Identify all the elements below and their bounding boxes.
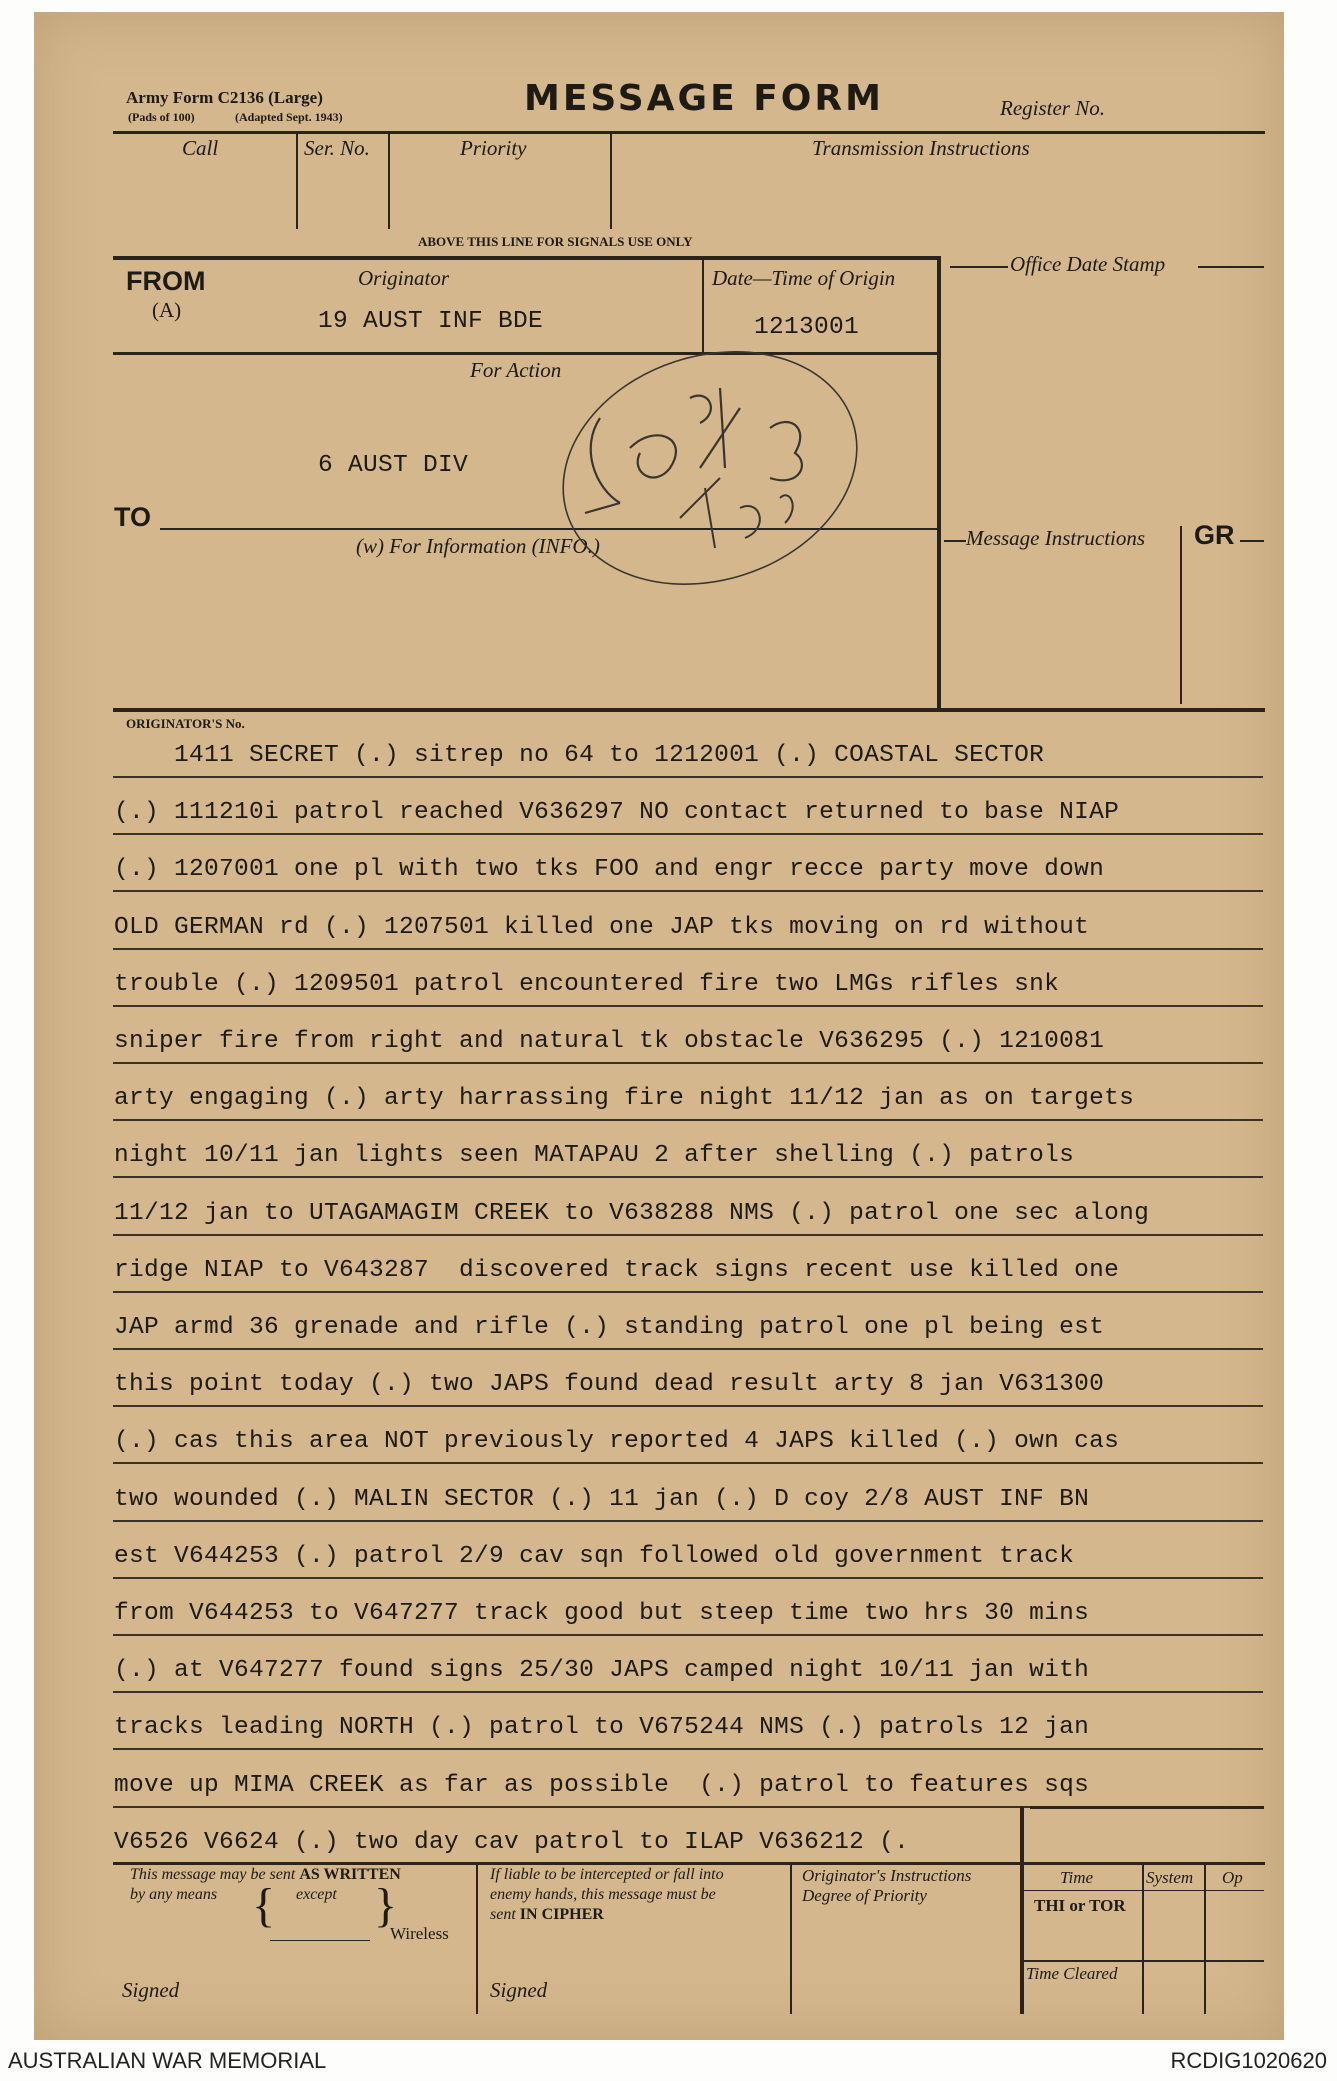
right-brace: } xyxy=(374,1879,398,1932)
signed-left: Signed xyxy=(122,1978,180,2002)
message-line: (.) 1207001 one pl with two tks FOO and engr recce party move down xyxy=(114,856,1105,884)
cipher-line-c: sent IN CIPHER xyxy=(490,1906,604,1923)
for-action-label: For Action xyxy=(470,358,562,382)
sent-written-line: This message may be sent AS WRITTEN xyxy=(130,1866,401,1883)
wireless-label: Wireless xyxy=(390,1924,449,1943)
from-sub-label: (A) xyxy=(152,298,182,322)
dto-label: Date—Time of Origin xyxy=(712,266,896,290)
left-brace: { xyxy=(252,1879,276,1932)
message-line: two wounded (.) MALIN SECTOR (.) 11 jan (.) D coy 2/8 AUST INF BN xyxy=(114,1485,1090,1513)
message-line-rule xyxy=(113,890,1263,892)
bottom-box-left xyxy=(1020,1806,1024,2014)
message-line: (.) at V647277 found signs 25/30 JAPS camped night 10/11 jan with xyxy=(114,1657,1090,1685)
message-line: (.) cas this area NOT previously reported 4 JAPS killed (.) own cas xyxy=(114,1428,1120,1456)
register-no-label: Register No. xyxy=(1000,96,1105,120)
dto-value: 1213001 xyxy=(754,314,860,341)
system-label: System xyxy=(1146,1868,1194,1887)
message-line-rule xyxy=(113,1348,1263,1350)
thi-tor-label: THI or TOR xyxy=(1034,1896,1126,1915)
from-label: FROM xyxy=(126,266,206,296)
message-line-rule xyxy=(113,1577,1263,1579)
ser-divider xyxy=(388,134,390,229)
signals-note: ABOVE THIS LINE FOR SIGNALS USE ONLY xyxy=(418,234,693,249)
message-line-rule xyxy=(113,1520,1263,1522)
message-line-rule xyxy=(113,1005,1263,1007)
message-line: move up MIMA CREEK as far as possible (.) patrol to features sqs xyxy=(114,1771,1090,1799)
message-line-rule xyxy=(113,1691,1263,1693)
footer-right: RCDIG1020620 xyxy=(1170,2048,1327,2073)
bottom-box-top xyxy=(1030,1806,1264,1809)
system-divider xyxy=(1204,1864,1206,2014)
message-line-rule xyxy=(113,1291,1263,1293)
except-blank xyxy=(270,1940,370,1941)
form-adapted: (Adapted Sept. 1943) xyxy=(235,110,343,124)
office-stamp-label: Office Date Stamp xyxy=(1010,252,1166,276)
call-label: Call xyxy=(182,136,219,160)
message-line: sniper fire from right and natural tk obstacle V636295 (.) 1210081 xyxy=(114,1028,1105,1055)
footer-left: AUSTRALIAN WAR MEMORIAL xyxy=(8,2048,327,2073)
message-line-rule xyxy=(113,1062,1263,1064)
message-line: V6526 V6624 (.) two day cav patrol to ILAP V636212 (. xyxy=(114,1828,910,1856)
log-stamp-annotation xyxy=(540,338,900,598)
message-instructions-label: Message Instructions xyxy=(966,526,1146,550)
stamp-rule-left xyxy=(950,266,1008,268)
degree-priority-label: Degree of Priority xyxy=(802,1886,927,1905)
from-top-rule xyxy=(113,256,940,260)
message-line: 1411 SECRET (.) sitrep no 64 to 1212001 (.) COASTAL SECTOR xyxy=(114,742,1045,769)
message-line: est V644253 (.) patrol 2/9 cav sqn followed old government track xyxy=(114,1542,1075,1570)
originators-no-label: ORIGINATOR'S No. xyxy=(126,716,245,731)
message-line: tracks leading NORTH (.) patrol to V675244 NMS (.) patrols 12 jan xyxy=(114,1714,1090,1742)
time-cleared-label: Time Cleared xyxy=(1026,1964,1118,1983)
message-line-rule xyxy=(113,1405,1263,1407)
orig-instructions-label: Originator's Instructions xyxy=(802,1866,972,1885)
stamp-rule-right xyxy=(1198,266,1264,268)
bottom-divider-1 xyxy=(476,1864,478,2014)
block-right-border xyxy=(937,256,941,712)
form-id: Army Form C2136 (Large) xyxy=(126,88,323,107)
originator-label: Originator xyxy=(358,266,450,290)
priority-label: Priority xyxy=(460,136,527,160)
gr-rule xyxy=(1240,540,1264,542)
for-info-label: (w) For Information (INFO.) xyxy=(356,534,600,558)
cipher-line-b: enemy hands, this message must be xyxy=(490,1886,716,1903)
by-any-means: by any means xyxy=(130,1886,218,1903)
for-action-value: 6 AUST DIV xyxy=(318,452,469,479)
message-line-rule xyxy=(113,1748,1263,1750)
message-line: (.) 111210i patrol reached V636297 NO contact returned to base NIAP xyxy=(114,799,1120,827)
originator-value: 19 AUST INF BDE xyxy=(318,308,544,335)
message-line: trouble (.) 1209501 patrol encountered fire two LMGs rifles snk xyxy=(114,970,1060,998)
block-bottom-rule xyxy=(113,708,1265,712)
cipher-line-a: If liable to be intercepted or fall into xyxy=(490,1866,724,1883)
message-line-rule xyxy=(113,1462,1263,1464)
gr-divider xyxy=(1180,526,1182,704)
message-line: from V644253 to V647277 track good but steep time two hrs 30 mins xyxy=(114,1600,1090,1627)
op-label: Op xyxy=(1222,1868,1243,1887)
to-label: TO xyxy=(114,502,152,532)
message-line: 11/12 jan to UTAGAMAGIM CREEK to V638288 NMS (.) patrol one sec along xyxy=(114,1199,1150,1227)
bottom-section-rule xyxy=(113,1862,1265,1865)
message-line: night 10/11 jan lights seen MATAPAU 2 after shelling (.) patrols xyxy=(114,1142,1075,1170)
message-line: JAP armd 36 grenade and rifle (.) standing patrol one pl being est xyxy=(114,1314,1105,1341)
message-line: arty engaging (.) arty harrassing fire night 11/12 jan as on targets xyxy=(114,1085,1135,1113)
transmission-label: Transmission Instructions xyxy=(812,136,1030,160)
call-divider xyxy=(296,134,298,229)
message-line-rule xyxy=(113,1176,1263,1178)
message-line: OLD GERMAN rd (.) 1207501 killed one JAP tks moving on rd without xyxy=(114,913,1090,941)
form-title: MESSAGE FORM xyxy=(524,78,884,119)
priority-divider xyxy=(610,134,612,229)
time-divider xyxy=(1142,1864,1144,2014)
message-line-rule xyxy=(113,776,1263,778)
message-line: ridge NIAP to V643287 discovered track signs recent use killed one xyxy=(114,1256,1120,1284)
message-line-rule xyxy=(113,1634,1263,1636)
message-line-rule xyxy=(113,833,1263,835)
bottom-divider-2 xyxy=(790,1864,792,2014)
message-line-rule xyxy=(113,1234,1263,1236)
instr-rule-left xyxy=(944,540,966,542)
time-header-rule xyxy=(1024,1890,1264,1891)
except-label: except xyxy=(296,1886,337,1903)
form-pads: (Pads of 100) xyxy=(128,110,195,124)
gr-label: GR xyxy=(1194,520,1235,550)
message-line-rule xyxy=(113,948,1263,950)
time-label: Time xyxy=(1060,1868,1094,1887)
message-line-rule xyxy=(113,1119,1263,1121)
signed-right: Signed xyxy=(490,1978,548,2002)
header-rule xyxy=(113,131,1265,134)
time-cleared-rule xyxy=(1024,1960,1264,1962)
ser-no-label: Ser. No. xyxy=(304,136,370,160)
message-line: this point today (.) two JAPS found dead result arty 8 jan V631300 xyxy=(114,1371,1105,1399)
